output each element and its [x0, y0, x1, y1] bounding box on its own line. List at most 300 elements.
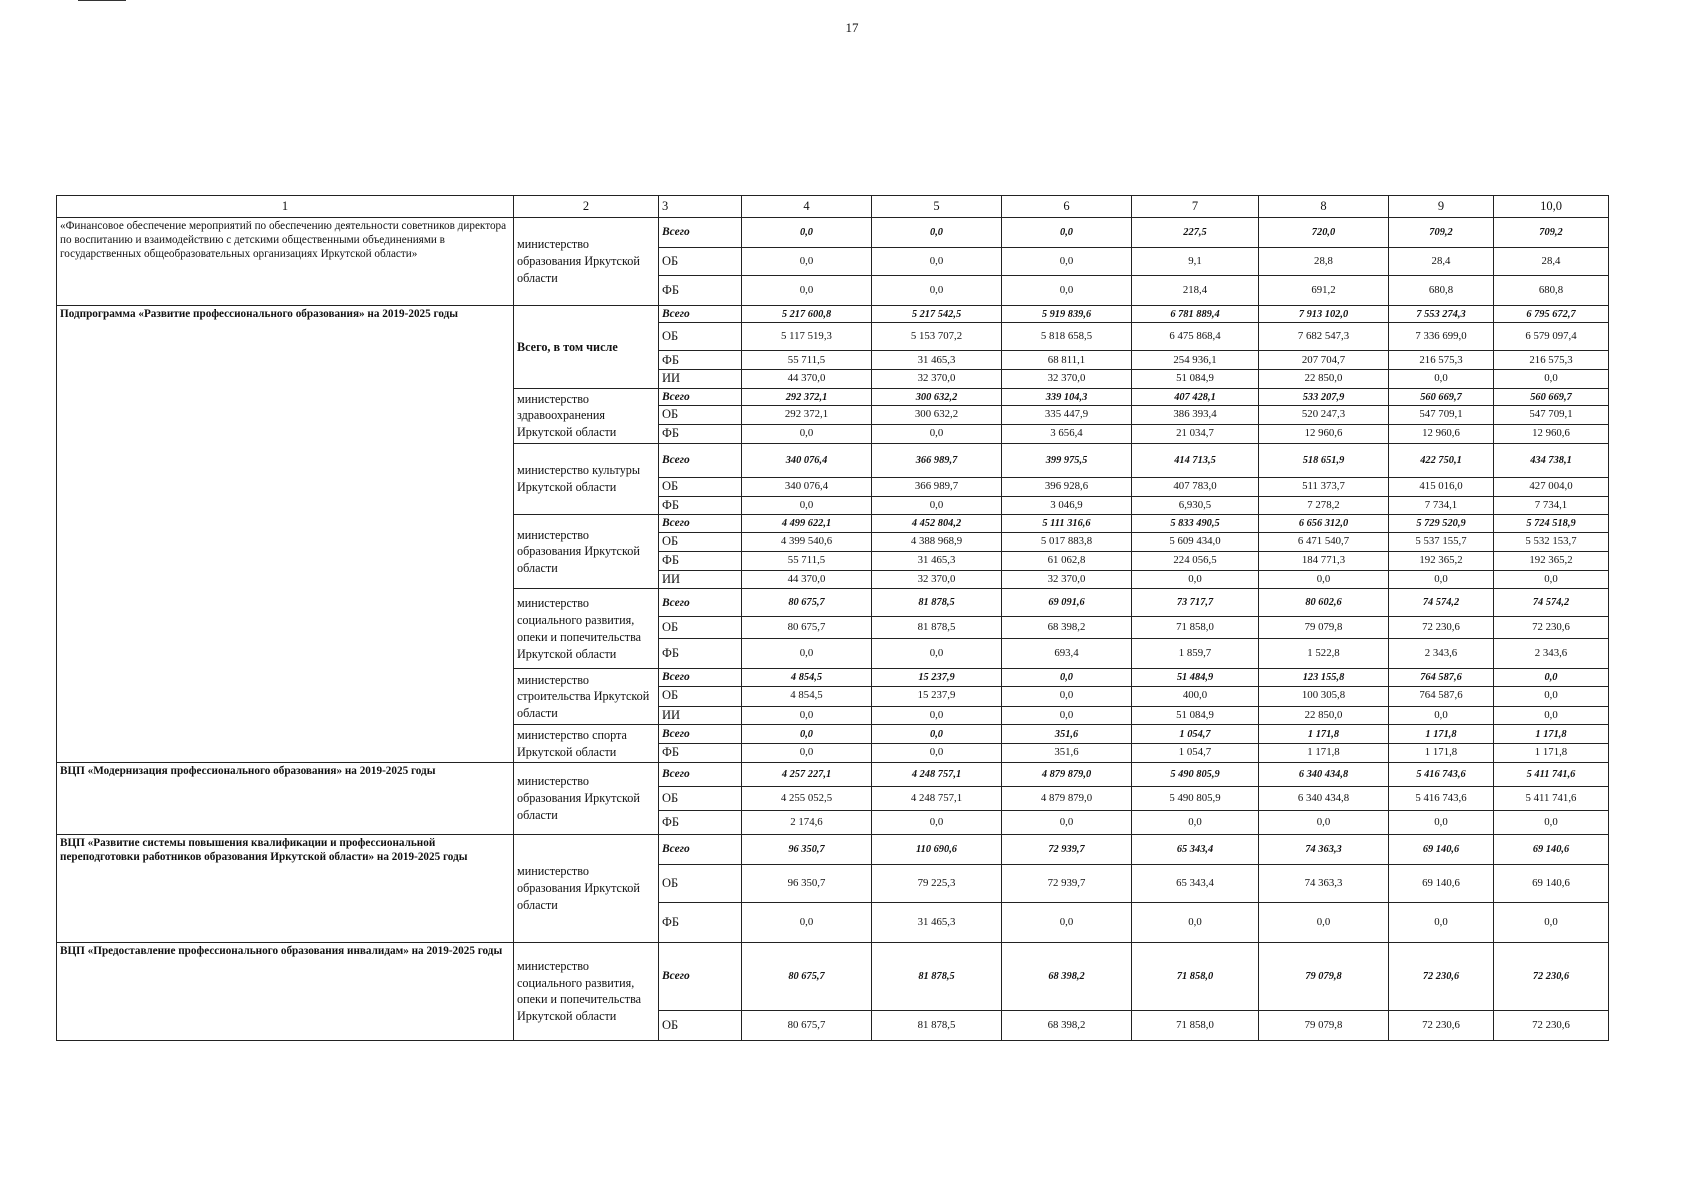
funding-source-cell: Всего [659, 389, 742, 406]
value-cell: 0,0 [1002, 902, 1132, 942]
header-row [57, 196, 1609, 218]
value-cell: 4 879 879,0 [1002, 786, 1132, 810]
org-name-cell: Всего, в том числе [514, 306, 659, 389]
value-cell: 351,6 [1002, 744, 1132, 763]
value-cell: 7 553 274,3 [1389, 306, 1494, 323]
value-cell: 7 734,1 [1389, 496, 1494, 515]
funding-source-cell: ОБ [659, 532, 742, 551]
value-cell: 4 248 757,1 [872, 762, 1002, 786]
value-cell: 28,4 [1389, 248, 1494, 276]
value-cell: 0,0 [742, 902, 872, 942]
value-cell: 79 079,8 [1259, 942, 1389, 1010]
value-cell: 0,0 [1259, 570, 1389, 589]
header-cell: 6 [1002, 196, 1132, 218]
value-cell: 68 398,2 [1002, 617, 1132, 639]
value-cell: 4 879 879,0 [1002, 762, 1132, 786]
value-cell: 0,0 [872, 218, 1002, 248]
value-cell: 32 370,0 [872, 370, 1002, 389]
value-cell: 51 084,9 [1132, 370, 1259, 389]
value-cell: 396 928,6 [1002, 477, 1132, 496]
value-cell: 415 016,0 [1389, 477, 1494, 496]
value-cell: 12 960,6 [1494, 425, 1609, 444]
value-cell: 69 140,6 [1494, 834, 1609, 864]
value-cell: 55 711,5 [742, 551, 872, 570]
value-cell: 72 939,7 [1002, 864, 1132, 902]
header-cell: 4 [742, 196, 872, 218]
value-cell: 227,5 [1132, 218, 1259, 248]
value-cell: 300 632,2 [872, 406, 1002, 425]
value-cell: 427 004,0 [1494, 477, 1609, 496]
value-cell: 1 171,8 [1389, 744, 1494, 763]
value-cell: 7 734,1 [1494, 496, 1609, 515]
funding-source-cell: ОБ [659, 323, 742, 351]
value-cell: 560 669,7 [1494, 389, 1609, 406]
value-cell: 5 490 805,9 [1132, 786, 1259, 810]
value-cell: 1 171,8 [1494, 725, 1609, 744]
value-cell: 0,0 [872, 425, 1002, 444]
value-cell: 300 632,2 [872, 389, 1002, 406]
value-cell: 0,0 [1494, 669, 1609, 686]
value-cell: 80 675,7 [742, 1010, 872, 1040]
value-cell: 0,0 [742, 248, 872, 276]
value-cell: 0,0 [1259, 902, 1389, 942]
value-cell: 28,8 [1259, 248, 1389, 276]
value-cell: 21 034,7 [1132, 425, 1259, 444]
org-name-cell: министерство образования Иркутской области [514, 218, 659, 306]
header-cell: 9 [1389, 196, 1494, 218]
value-cell: 224 056,5 [1132, 551, 1259, 570]
value-cell: 5 818 658,5 [1002, 323, 1132, 351]
value-cell: 216 575,3 [1494, 351, 1609, 370]
header-cell: 2 [514, 196, 659, 218]
value-cell: 399 975,5 [1002, 443, 1132, 477]
value-cell: 407 428,1 [1132, 389, 1259, 406]
value-cell: 32 370,0 [872, 570, 1002, 589]
value-cell: 69 140,6 [1389, 864, 1494, 902]
org-name-cell: министерство здравоохранения Иркутской области [514, 389, 659, 444]
value-cell: 81 878,5 [872, 617, 1002, 639]
value-cell: 4 388 968,9 [872, 532, 1002, 551]
value-cell: 100 305,8 [1259, 686, 1389, 706]
value-cell: 6 579 097,4 [1494, 323, 1609, 351]
funding-source-cell: ОБ [659, 406, 742, 425]
value-cell: 4 452 804,2 [872, 515, 1002, 532]
value-cell: 0,0 [1389, 706, 1494, 725]
value-cell: 351,6 [1002, 725, 1132, 744]
value-cell: 0,0 [1389, 570, 1494, 589]
funding-source-cell: Всего [659, 762, 742, 786]
value-cell: 0,0 [872, 810, 1002, 834]
value-cell: 72 230,6 [1494, 617, 1609, 639]
org-name-cell: министерство образования Иркутской области [514, 834, 659, 942]
value-cell: 6 656 312,0 [1259, 515, 1389, 532]
value-cell: 1 054,7 [1132, 744, 1259, 763]
header-cell: 8 [1259, 196, 1389, 218]
value-cell: 5 609 434,0 [1132, 532, 1259, 551]
table-row [57, 218, 1609, 248]
value-cell: 6 795 672,7 [1494, 306, 1609, 323]
value-cell: 0,0 [872, 276, 1002, 306]
value-cell: 680,8 [1494, 276, 1609, 306]
value-cell: 518 651,9 [1259, 443, 1389, 477]
value-cell: 5 532 153,7 [1494, 532, 1609, 551]
budget-table [56, 195, 1609, 1041]
funding-source-cell: Всего [659, 589, 742, 617]
value-cell: 184 771,3 [1259, 551, 1389, 570]
value-cell: 65 343,4 [1132, 834, 1259, 864]
funding-source-cell: ИИ [659, 370, 742, 389]
value-cell: 0,0 [742, 425, 872, 444]
value-cell: 4 854,5 [742, 669, 872, 686]
value-cell: 0,0 [1389, 370, 1494, 389]
value-cell: 5 490 805,9 [1132, 762, 1259, 786]
value-cell: 0,0 [1494, 810, 1609, 834]
funding-source-cell: Всего [659, 218, 742, 248]
value-cell: 51 084,9 [1132, 706, 1259, 725]
value-cell: 74 574,2 [1494, 589, 1609, 617]
value-cell: 560 669,7 [1389, 389, 1494, 406]
value-cell: 680,8 [1389, 276, 1494, 306]
org-name-cell: министерство образования Иркутской области [514, 515, 659, 589]
value-cell: 292 372,1 [742, 389, 872, 406]
value-cell: 218,4 [1132, 276, 1259, 306]
org-name-cell: министерство спорта Иркутской области [514, 725, 659, 763]
value-cell: 2 343,6 [1494, 639, 1609, 669]
funding-source-cell: Всего [659, 443, 742, 477]
value-cell: 0,0 [742, 496, 872, 515]
value-cell: 1 054,7 [1132, 725, 1259, 744]
value-cell: 5 217 542,5 [872, 306, 1002, 323]
value-cell: 4 854,5 [742, 686, 872, 706]
value-cell: 400,0 [1132, 686, 1259, 706]
value-cell: 72 939,7 [1002, 834, 1132, 864]
funding-source-cell: ФБ [659, 551, 742, 570]
funding-source-cell: ФБ [659, 276, 742, 306]
funding-source-cell: Всего [659, 669, 742, 686]
value-cell: 74 363,3 [1259, 834, 1389, 864]
value-cell: 0,0 [872, 725, 1002, 744]
value-cell: 0,0 [1002, 669, 1132, 686]
value-cell: 6,930,5 [1132, 496, 1259, 515]
value-cell: 0,0 [1132, 902, 1259, 942]
value-cell: 0,0 [1494, 370, 1609, 389]
value-cell: 4 255 052,5 [742, 786, 872, 810]
header-cell: 1 [57, 196, 514, 218]
value-cell: 0,0 [872, 744, 1002, 763]
value-cell: 51 484,9 [1132, 669, 1259, 686]
value-cell: 709,2 [1494, 218, 1609, 248]
funding-source-cell: ОБ [659, 477, 742, 496]
funding-source-cell: ФБ [659, 744, 742, 763]
org-name-cell: министерство образования Иркутской области [514, 762, 659, 834]
value-cell: 6 475 868,4 [1132, 323, 1259, 351]
value-cell: 72 230,6 [1389, 1010, 1494, 1040]
value-cell: 4 257 227,1 [742, 762, 872, 786]
funding-source-cell: ОБ [659, 1010, 742, 1040]
value-cell: 5 117 519,3 [742, 323, 872, 351]
value-cell: 0,0 [1002, 810, 1132, 834]
value-cell: 0,0 [872, 248, 1002, 276]
value-cell: 71 858,0 [1132, 617, 1259, 639]
value-cell: 2 174,6 [742, 810, 872, 834]
value-cell: 5 111 316,6 [1002, 515, 1132, 532]
value-cell: 5 017 883,8 [1002, 532, 1132, 551]
header-cell: 3 [659, 196, 742, 218]
value-cell: 7 278,2 [1259, 496, 1389, 515]
value-cell: 520 247,3 [1259, 406, 1389, 425]
value-cell: 5 153 707,2 [872, 323, 1002, 351]
value-cell: 0,0 [742, 725, 872, 744]
value-cell: 0,0 [1494, 570, 1609, 589]
value-cell: 73 717,7 [1132, 589, 1259, 617]
value-cell: 28,4 [1494, 248, 1609, 276]
value-cell: 511 373,7 [1259, 477, 1389, 496]
value-cell: 533 207,9 [1259, 389, 1389, 406]
page-number: 17 [845, 20, 859, 35]
value-cell: 693,4 [1002, 639, 1132, 669]
value-cell: 79 079,8 [1259, 1010, 1389, 1040]
table-body [57, 196, 1609, 1041]
value-cell: 0,0 [1002, 686, 1132, 706]
value-cell: 0,0 [1389, 902, 1494, 942]
funding-source-cell: ФБ [659, 425, 742, 444]
value-cell: 79 079,8 [1259, 617, 1389, 639]
value-cell: 9,1 [1132, 248, 1259, 276]
header-cell: 7 [1132, 196, 1259, 218]
value-cell: 340 076,4 [742, 443, 872, 477]
funding-source-cell: ОБ [659, 686, 742, 706]
value-cell: 3 656,4 [1002, 425, 1132, 444]
value-cell: 44 370,0 [742, 570, 872, 589]
value-cell: 0,0 [872, 706, 1002, 725]
value-cell: 4 499 622,1 [742, 515, 872, 532]
value-cell: 72 230,6 [1494, 942, 1609, 1010]
funding-source-cell: ИИ [659, 570, 742, 589]
program-name-cell: «Финансовое обеспечение мероприятий по обеспечению деятельности советников директора по воспитанию и взаимодействию с детскими общественными объединениями в государственных общеобразовательных организациях Иркутской области» [57, 218, 514, 306]
value-cell: 0,0 [1002, 248, 1132, 276]
value-cell: 366 989,7 [872, 477, 1002, 496]
value-cell: 0,0 [742, 276, 872, 306]
value-cell: 31 465,3 [872, 551, 1002, 570]
value-cell: 65 343,4 [1132, 864, 1259, 902]
value-cell: 386 393,4 [1132, 406, 1259, 425]
value-cell: 72 230,6 [1389, 617, 1494, 639]
value-cell: 5 411 741,6 [1494, 762, 1609, 786]
value-cell: 69 140,6 [1389, 834, 1494, 864]
scan-corner-mark [78, 0, 126, 2]
value-cell: 81 878,5 [872, 942, 1002, 1010]
value-cell: 81 878,5 [872, 589, 1002, 617]
value-cell: 5 724 518,9 [1494, 515, 1609, 532]
value-cell: 414 713,5 [1132, 443, 1259, 477]
value-cell: 5 416 743,6 [1389, 762, 1494, 786]
value-cell: 5 729 520,9 [1389, 515, 1494, 532]
funding-source-cell: Всего [659, 725, 742, 744]
value-cell: 68 811,1 [1002, 351, 1132, 370]
value-cell: 407 783,0 [1132, 477, 1259, 496]
value-cell: 709,2 [1389, 218, 1494, 248]
value-cell: 5 537 155,7 [1389, 532, 1494, 551]
value-cell: 192 365,2 [1494, 551, 1609, 570]
value-cell: 5 416 743,6 [1389, 786, 1494, 810]
value-cell: 68 398,2 [1002, 1010, 1132, 1040]
value-cell: 61 062,8 [1002, 551, 1132, 570]
value-cell: 0,0 [1002, 276, 1132, 306]
value-cell: 547 709,1 [1494, 406, 1609, 425]
value-cell: 15 237,9 [872, 669, 1002, 686]
table-row [57, 834, 1609, 864]
funding-source-cell: ИИ [659, 706, 742, 725]
value-cell: 547 709,1 [1389, 406, 1494, 425]
value-cell: 96 350,7 [742, 834, 872, 864]
value-cell: 32 370,0 [1002, 370, 1132, 389]
funding-source-cell: ОБ [659, 617, 742, 639]
org-name-cell: министерство социального развития, опеки и попечительства Иркутской области [514, 589, 659, 669]
value-cell: 1 859,7 [1132, 639, 1259, 669]
value-cell: 192 365,2 [1389, 551, 1494, 570]
value-cell: 0,0 [872, 496, 1002, 515]
value-cell: 3 046,9 [1002, 496, 1132, 515]
value-cell: 1 171,8 [1259, 725, 1389, 744]
value-cell: 22 850,0 [1259, 370, 1389, 389]
value-cell: 22 850,0 [1259, 706, 1389, 725]
value-cell: 80 602,6 [1259, 589, 1389, 617]
value-cell: 0,0 [742, 218, 872, 248]
funding-source-cell: Всего [659, 834, 742, 864]
value-cell: 123 155,8 [1259, 669, 1389, 686]
table-row [57, 306, 1609, 323]
value-cell: 335 447,9 [1002, 406, 1132, 425]
org-name-cell: министерство социального развития, опеки и попечительства Иркутской области [514, 942, 659, 1040]
value-cell: 254 936,1 [1132, 351, 1259, 370]
value-cell: 340 076,4 [742, 477, 872, 496]
header-cell: 5 [872, 196, 1002, 218]
value-cell: 7 336 699,0 [1389, 323, 1494, 351]
table-row [57, 762, 1609, 786]
value-cell: 2 343,6 [1389, 639, 1494, 669]
value-cell: 1 522,8 [1259, 639, 1389, 669]
value-cell: 0,0 [1389, 810, 1494, 834]
program-name-cell: ВЦП «Развитие системы повышения квалификации и профессиональной переподготовки работников образования Иркутской области» на 2019-2025 годы [57, 834, 514, 942]
funding-source-cell: ФБ [659, 496, 742, 515]
value-cell: 74 363,3 [1259, 864, 1389, 902]
program-name-cell: ВЦП «Модернизация профессионального образования» на 2019-2025 годы [57, 762, 514, 834]
funding-source-cell: ОБ [659, 864, 742, 902]
value-cell: 0,0 [1494, 902, 1609, 942]
header-cell: 10,0 [1494, 196, 1609, 218]
value-cell: 5 411 741,6 [1494, 786, 1609, 810]
value-cell: 31 465,3 [872, 902, 1002, 942]
value-cell: 339 104,3 [1002, 389, 1132, 406]
value-cell: 764 587,6 [1389, 669, 1494, 686]
program-name-cell: Подпрограмма «Развитие профессионального образования» на 2019-2025 годы [57, 306, 514, 763]
value-cell: 0,0 [742, 744, 872, 763]
value-cell: 0,0 [742, 706, 872, 725]
value-cell: 0,0 [742, 639, 872, 669]
value-cell: 6 340 434,8 [1259, 786, 1389, 810]
funding-source-cell: Всего [659, 306, 742, 323]
value-cell: 44 370,0 [742, 370, 872, 389]
value-cell: 5 217 600,8 [742, 306, 872, 323]
value-cell: 0,0 [1494, 706, 1609, 725]
value-cell: 12 960,6 [1389, 425, 1494, 444]
value-cell: 69 140,6 [1494, 864, 1609, 902]
value-cell: 80 675,7 [742, 617, 872, 639]
funding-source-cell: ОБ [659, 248, 742, 276]
value-cell: 7 913 102,0 [1259, 306, 1389, 323]
value-cell: 0,0 [1494, 686, 1609, 706]
value-cell: 12 960,6 [1259, 425, 1389, 444]
value-cell: 31 465,3 [872, 351, 1002, 370]
funding-source-cell: Всего [659, 515, 742, 532]
value-cell: 72 230,6 [1494, 1010, 1609, 1040]
value-cell: 6 340 434,8 [1259, 762, 1389, 786]
org-name-cell: министерство культуры Иркутской области [514, 443, 659, 515]
funding-source-cell: ФБ [659, 639, 742, 669]
value-cell: 0,0 [1259, 810, 1389, 834]
value-cell: 74 574,2 [1389, 589, 1494, 617]
value-cell: 691,2 [1259, 276, 1389, 306]
value-cell: 32 370,0 [1002, 570, 1132, 589]
program-name-cell: ВЦП «Предоставление профессионального образования инвалидам» на 2019-2025 годы [57, 942, 514, 1040]
funding-source-cell: ОБ [659, 786, 742, 810]
table-row [57, 942, 1609, 1010]
value-cell: 292 372,1 [742, 406, 872, 425]
funding-source-cell: ФБ [659, 351, 742, 370]
value-cell: 422 750,1 [1389, 443, 1494, 477]
value-cell: 1 171,8 [1389, 725, 1494, 744]
value-cell: 0,0 [872, 639, 1002, 669]
value-cell: 720,0 [1259, 218, 1389, 248]
value-cell: 110 690,6 [872, 834, 1002, 864]
value-cell: 69 091,6 [1002, 589, 1132, 617]
value-cell: 55 711,5 [742, 351, 872, 370]
value-cell: 5 919 839,6 [1002, 306, 1132, 323]
value-cell: 80 675,7 [742, 589, 872, 617]
value-cell: 68 398,2 [1002, 942, 1132, 1010]
value-cell: 96 350,7 [742, 864, 872, 902]
value-cell: 0,0 [1002, 218, 1132, 248]
value-cell: 6 781 889,4 [1132, 306, 1259, 323]
value-cell: 1 171,8 [1259, 744, 1389, 763]
value-cell: 71 858,0 [1132, 942, 1259, 1010]
value-cell: 15 237,9 [872, 686, 1002, 706]
value-cell: 0,0 [1132, 570, 1259, 589]
funding-source-cell: Всего [659, 942, 742, 1010]
value-cell: 6 471 540,7 [1259, 532, 1389, 551]
value-cell: 80 675,7 [742, 942, 872, 1010]
value-cell: 71 858,0 [1132, 1010, 1259, 1040]
value-cell: 7 682 547,3 [1259, 323, 1389, 351]
value-cell: 4 248 757,1 [872, 786, 1002, 810]
value-cell: 81 878,5 [872, 1010, 1002, 1040]
value-cell: 4 399 540,6 [742, 532, 872, 551]
value-cell: 0,0 [1132, 810, 1259, 834]
value-cell: 366 989,7 [872, 443, 1002, 477]
value-cell: 0,0 [1002, 706, 1132, 725]
value-cell: 72 230,6 [1389, 942, 1494, 1010]
value-cell: 764 587,6 [1389, 686, 1494, 706]
funding-source-cell: ФБ [659, 902, 742, 942]
value-cell: 5 833 490,5 [1132, 515, 1259, 532]
value-cell: 79 225,3 [872, 864, 1002, 902]
value-cell: 1 171,8 [1494, 744, 1609, 763]
value-cell: 216 575,3 [1389, 351, 1494, 370]
value-cell: 207 704,7 [1259, 351, 1389, 370]
org-name-cell: министерство строительства Иркутской области [514, 669, 659, 725]
value-cell: 434 738,1 [1494, 443, 1609, 477]
funding-source-cell: ФБ [659, 810, 742, 834]
